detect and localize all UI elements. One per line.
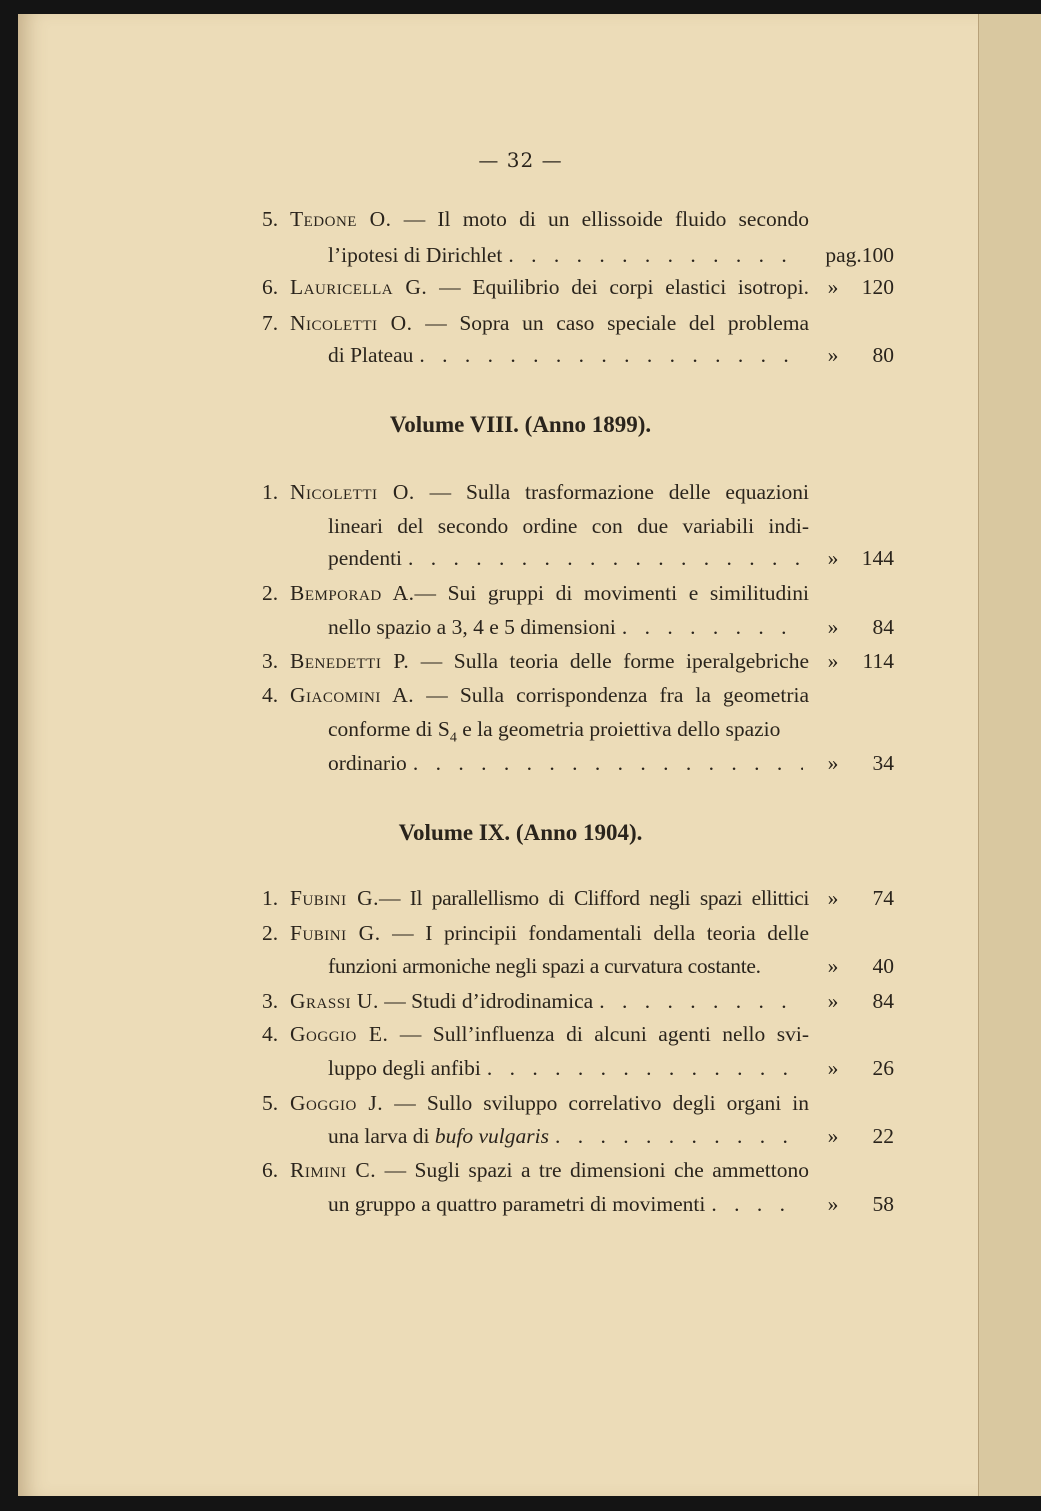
entry-s2-6: 6. Rimini C. — Sugli spazi a tre dimensioni che ammettono — [262, 1158, 809, 1182]
page-number: — 32 — — [478, 148, 563, 172]
entry-s1-4: 4. Giacomini A. — Sulla corrispondenza fra la geometria — [262, 683, 809, 707]
entry-s0-7: 7. Nicoletti O. — Sopra un caso speciale del problema — [262, 311, 810, 335]
section-heading-vol-viii: Volume VIII. (Anno 1899). — [389, 412, 652, 437]
entry-s1-2: 2. Bemporad A.— Sui gruppi di movimenti e similitudini — [262, 581, 809, 605]
entry-s2-2: 2. Fubini G. — I principii fondamentali della teoria delle — [262, 921, 810, 945]
entry-title-cont: l’ipotesi di Dirichlet — [328, 243, 503, 267]
entry-s2-5: 5. Goggio J. — Sullo sviluppo correlativo degli organi in — [262, 1091, 810, 1115]
entry-title: — Il moto di un ellissoide fluido secondo — [403, 207, 810, 231]
section-heading-vol-ix: Volume IX. (Anno 1904). — [398, 820, 643, 845]
entry-s1-1: 1. Nicoletti O. — Sulla trasformazione delle equazioni — [262, 480, 810, 504]
entry-s2-1: 1. Fubini G.— Il parallellismo di Clifford negli spazi ellittici » 74 — [262, 886, 894, 910]
entry-page: pag.100 — [825, 243, 894, 267]
entry-s2-4: 4. Goggio E. — Sull’influenza di alcuni agenti nello svi- — [262, 1022, 810, 1046]
entry-s0-6: 6. Lauricella G. — Equilibrio dei corpi elastici isotropi. » 120 — [262, 275, 894, 299]
entry-s1-3: 3. Benedetti P. — Sulla teoria delle forme iperalgebriche » 114 — [262, 649, 894, 673]
entry-s0-5: 5. Tedone O. — Il moto di un ellissoide fluido secondo — [262, 207, 810, 231]
author: Tedone O. — [290, 207, 392, 231]
entry-s2-3: 3. Grassi U. — Studi d’idrodinamica . . . » 84 — [0, 986, 1041, 1016]
